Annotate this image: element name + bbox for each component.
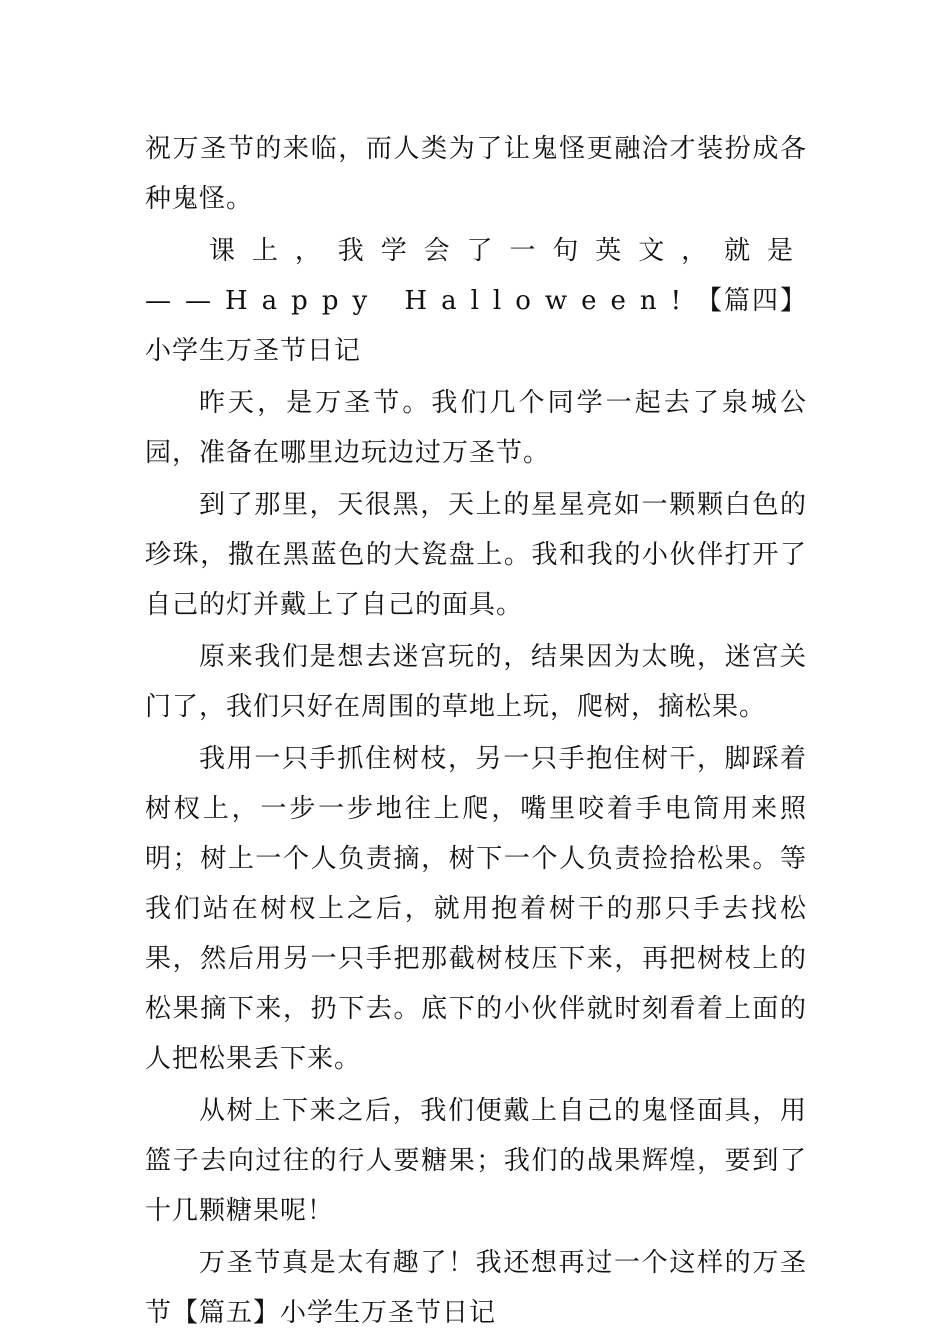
paragraph-7-text: 从树上下来之后，我们便戴上自己的鬼怪面具，用篮子去向过往的行人要糖果；我们的战果辉煌，要到了十几颗糖果呢！ [145, 1096, 807, 1226]
paragraph-2-text: 课上，我学会了一句英文，就是——Happy Halloween! [145, 236, 807, 316]
section-heading-4: 【篇四】小学生万圣节日记 [145, 286, 807, 366]
paragraph-1-text: 祝万圣节的来临，而人类为了让鬼怪更融洽才装扮成各种鬼怪。 [145, 134, 807, 214]
paragraph-4 [145, 480, 807, 630]
paragraph-1 [145, 124, 807, 224]
document-body [145, 124, 807, 1338]
paragraph-4-text: 到了那里，天很黑，天上的星星亮如一颗颗白色的珍珠，撒在黑蓝色的大瓷盘上。我和我的小伙伴打开了自己的灯并戴上了自己的面具。 [145, 490, 807, 620]
paragraph-6-text: 我用一只手抓住树枝，另一只手抱住树干，脚踩着树杈上，一步一步地往上爬，嘴里咬着手电筒用来照明；树上一个人负责摘，树下一个人负责捡拾松果。等我们站在树杈上之后，就用抱着树干的那只手去找松果，然后用另一只手把那截树枝压下来，再把树枝上的松果摘下来，扔下去。底下的小伙伴就时刻看着上面的人把松果丢下来。 [145, 744, 807, 1074]
paragraph-8 [145, 1238, 807, 1338]
paragraph-8-text: 万圣节真是太有趣了！我还想再过一个这样的万圣节 [145, 1248, 807, 1328]
paragraph-5-text: 原来我们是想去迷宫玩的，结果因为太晚，迷宫关门了，我们只好在周围的草地上玩，爬树，摘松果。 [145, 642, 807, 722]
paragraph-7 [145, 1086, 807, 1236]
paragraph-5 [145, 632, 807, 732]
paragraph-2 [145, 226, 807, 376]
section-heading-5: 【篇五】小学生万圣节日记 [172, 1298, 497, 1328]
paragraph-3-text: 昨天，是万圣节。我们几个同学一起去了泉城公园，准备在哪里边玩边过万圣节。 [145, 388, 807, 468]
paragraph-3 [145, 378, 807, 478]
paragraph-6 [145, 734, 807, 1084]
